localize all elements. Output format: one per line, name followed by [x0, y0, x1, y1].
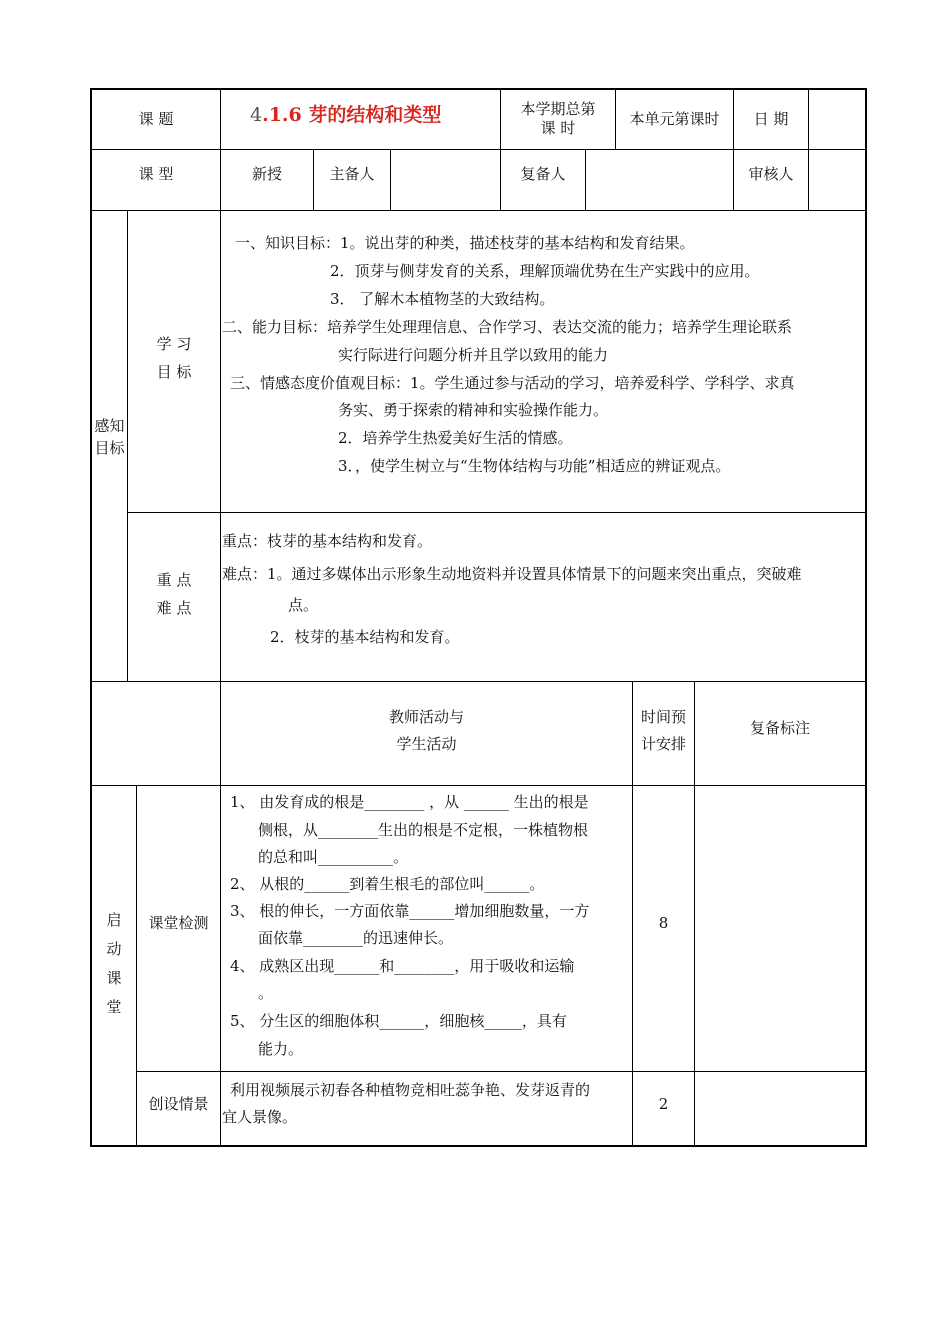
- time-header: [633, 704, 694, 758]
- topic-label: 课 题: [138, 110, 174, 128]
- check-line-6: 面依靠________的迅速伸长。: [258, 929, 454, 947]
- check-line-9: 5、 分生区的细胞体积______，细胞核_____，具有: [230, 1012, 567, 1030]
- objectives-label: [128, 330, 220, 386]
- key-points-label-2: 难 点: [156, 599, 192, 617]
- scene-line-2: 宜人景像。: [222, 1108, 298, 1126]
- co-preparer-label: 复备人: [520, 165, 566, 183]
- check-line-5: 3、 根的伸长，一方面依靠______增加细胞数量，一方: [230, 902, 590, 920]
- unit-period-label: 本单元第课时: [629, 110, 720, 128]
- activity-header: [221, 704, 632, 758]
- objective-line-8: 2．培养学生热爱美好生活的情感。: [338, 429, 573, 447]
- startup-char-1: 启: [106, 911, 122, 929]
- objective-line-9: 3．，使学生树立与“生物体结构与功能”相适应的辨证观点。: [338, 457, 731, 475]
- check-line-4: 2、 从根的______到着生根毛的部位叫______。: [230, 875, 545, 893]
- reviewer-label: 审核人: [748, 165, 794, 183]
- objective-line-2: 2．顶芽与侧芽发育的关系，理解顶端优势在生产实践中的应用。: [330, 262, 760, 280]
- objective-line-3: 3． 了解木本植物茎的大致结构。: [330, 290, 555, 308]
- perception-side-label: [92, 415, 127, 459]
- check-line-2: 侧根，从________生出的根是不定根，一株植物根: [258, 821, 589, 839]
- semester-period-line1: 本学期总第: [520, 100, 596, 118]
- class-check-label: 课堂检测: [148, 914, 209, 932]
- objective-line-4: 二、能力目标：培养学生处理理信息、合作学习、表达交流的能力；培养学生理论联系: [222, 318, 793, 336]
- time-header-line2: 计安排: [640, 735, 686, 753]
- key-line-4: 2．枝芽的基本结构和发育。: [270, 628, 460, 646]
- title-prefix: 4: [250, 104, 263, 126]
- lesson-type-label: 课 型: [138, 165, 174, 183]
- key-line-2: 难点：1。通过多媒体出示形象生动地资料并设置具体情景下的问题来突出重点，突破难: [222, 565, 802, 583]
- lesson-type-value: 新授: [251, 165, 282, 183]
- check-line-8: 。: [258, 984, 274, 1002]
- startup-section-label: [92, 906, 136, 1022]
- scene-label: 创设情景: [148, 1095, 209, 1113]
- semester-period-label: [501, 100, 615, 138]
- key-points-label: [128, 566, 220, 622]
- perception-side-label-2: 目标: [94, 439, 125, 457]
- key-line-3: 点。: [288, 596, 319, 614]
- startup-char-3: 课: [106, 969, 122, 987]
- check-line-1: 1、 由发育成的根是________ ，从 ______ 生出的根是: [230, 793, 589, 811]
- time-header-line1: 时间预: [640, 708, 686, 726]
- activity-header-line1: 教师活动与: [388, 708, 464, 726]
- key-points-label-1: 重 点: [156, 571, 192, 589]
- check-line-7: 4、 成熟区出现______和________，用于吸收和运输: [230, 957, 575, 975]
- objectives-label-2: 目 标: [156, 363, 192, 381]
- objective-line-5: 实行际进行问题分析并且学以致用的能力: [338, 346, 609, 364]
- date-label: 日 期: [753, 110, 789, 128]
- check-line-10: 能力。: [258, 1040, 304, 1058]
- objective-line-1: 一、知识目标：1。说出芽的种类，描述枝芽的基本结构和发育结果。: [235, 234, 695, 252]
- objective-line-7: 务实、勇于探索的精神和实验操作能力。: [338, 401, 609, 419]
- key-line-1: 重点：枝芽的基本结构和发育。: [222, 532, 433, 550]
- objectives-label-1: 学 习: [156, 335, 192, 353]
- lesson-title: [250, 106, 441, 125]
- main-preparer-label: 主备人: [329, 165, 375, 183]
- startup-char-2: 动: [106, 940, 122, 958]
- title-main: .1.6 芽的结构和类型: [262, 104, 442, 126]
- activity-header-line2: 学生活动: [396, 735, 457, 753]
- startup-char-4: 堂: [106, 998, 122, 1016]
- semester-period-line2: 课 时: [540, 119, 576, 137]
- check-line-3: 的总和叫__________。: [258, 848, 409, 866]
- objective-line-6: 三、情感态度价值观目标：1。学生通过参与活动的学习，培养爱科学、学科学、求真: [230, 374, 795, 392]
- scene-time: 2: [658, 1095, 669, 1113]
- notes-header: 复备标注: [749, 719, 810, 737]
- scene-line-1: 利用视频展示初春各种植物竞相吐蕊争艳、发芽返青的: [230, 1081, 591, 1099]
- perception-side-label-1: 感知: [94, 417, 125, 435]
- check-time: 8: [658, 914, 669, 932]
